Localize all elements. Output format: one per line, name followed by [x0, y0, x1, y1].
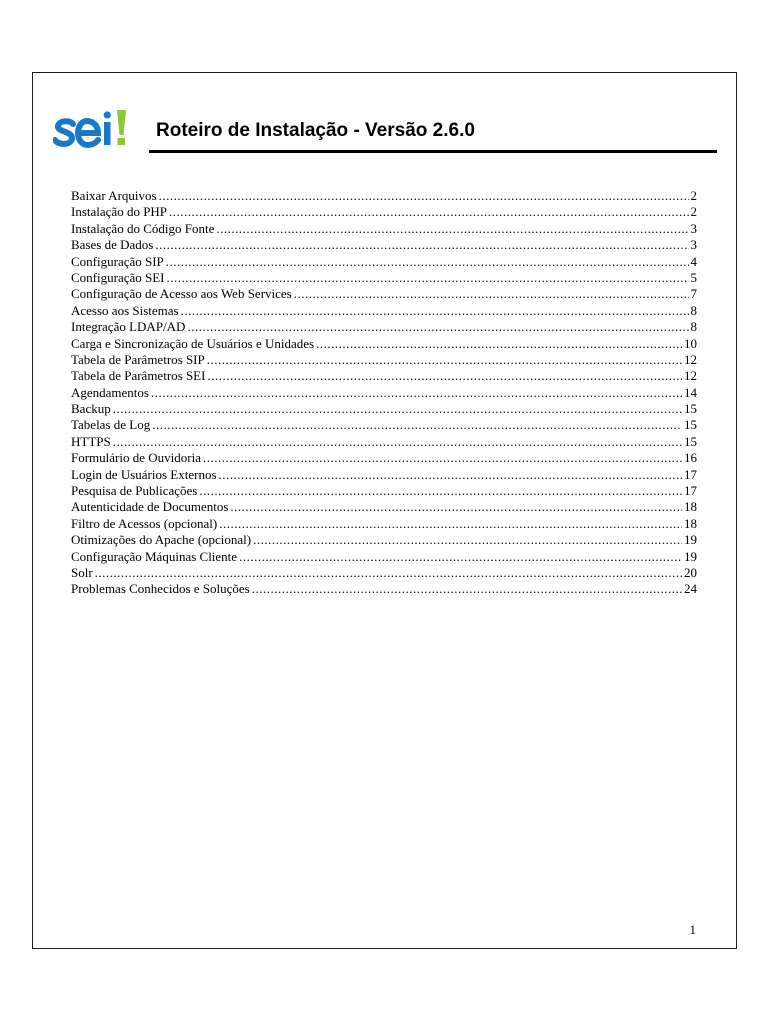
toc-entry[interactable] — [71, 286, 697, 302]
toc-entry-label: Tabela de Parâmetros SEI — [71, 368, 206, 384]
toc-entry[interactable] — [71, 401, 697, 417]
toc-entry-label: Problemas Conhecidos e Soluções — [71, 581, 250, 597]
toc-entry-label: Formulário de Ouvidoria — [71, 450, 201, 466]
toc-entry-label: Instalação do PHP — [71, 204, 168, 220]
toc-entry-page: 19 — [684, 548, 697, 564]
toc-entry[interactable] — [71, 319, 697, 335]
toc-leader-dots — [151, 385, 682, 401]
toc-entry-page: 18 — [684, 499, 697, 515]
toc-entry-page: 3 — [690, 220, 697, 236]
toc-entry[interactable] — [71, 434, 697, 450]
toc-entry-label: Configuração de Acesso aos Web Services — [71, 286, 292, 302]
toc-leader-dots — [187, 319, 688, 335]
toc-entry-page: 20 — [684, 564, 697, 580]
toc-leader-dots — [152, 417, 682, 433]
toc-entry-page: 18 — [684, 515, 697, 531]
toc-leader-dots — [316, 336, 682, 352]
toc-leader-dots — [199, 483, 682, 499]
toc-entry-page: 8 — [690, 319, 697, 335]
toc-entry[interactable] — [71, 581, 697, 597]
toc-entry-page: 17 — [684, 466, 697, 482]
toc-entry-label: Pesquisa de Publicações — [71, 483, 198, 499]
toc-entry-page: 16 — [684, 450, 697, 466]
toc-entry[interactable] — [71, 270, 697, 286]
toc-entry-label: Baixar Arquivos — [71, 188, 157, 203]
toc-leader-dots — [166, 254, 689, 270]
page-number: 1 — [689, 922, 696, 937]
toc-entry-page: 8 — [690, 302, 697, 318]
toc-entry-label: Instalação do Código Fonte — [71, 220, 215, 236]
toc-entry-label: Configuração SIP — [71, 253, 164, 269]
toc-entry-page: 2 — [690, 188, 697, 203]
toc-entry[interactable] — [71, 532, 697, 548]
toc-entry-label: Login de Usuários Externos — [71, 466, 217, 482]
toc-leader-dots — [155, 237, 688, 253]
toc-entry-label: Bases de Dados — [71, 237, 154, 253]
toc-entry-label: Tabelas de Log — [71, 417, 151, 433]
document-page — [32, 72, 737, 949]
toc-leader-dots — [95, 565, 682, 581]
toc-entry[interactable] — [71, 336, 697, 352]
toc-entry-label: Agendamentos — [71, 384, 149, 400]
toc-entry[interactable] — [71, 385, 697, 401]
document-title: Roteiro de Instalação - Versão 2.6.0 — [156, 120, 475, 141]
toc-entry-label: Otimizações do Apache (opcional) — [71, 532, 252, 548]
toc-entry-label: Configuração SEI — [71, 269, 165, 285]
toc-leader-dots — [207, 368, 682, 384]
toc-entry-page: 7 — [690, 286, 697, 302]
toc-entry[interactable] — [71, 417, 697, 433]
title-underline — [149, 150, 717, 153]
toc-entry[interactable] — [71, 237, 697, 253]
toc-entry[interactable] — [71, 467, 697, 483]
toc-entry-label: Filtro de Acessos (opcional) — [71, 515, 218, 531]
toc-leader-dots — [219, 516, 682, 532]
toc-leader-dots — [113, 434, 682, 450]
toc-entry-page: 15 — [684, 401, 697, 417]
logo-letter-i — [104, 122, 111, 145]
toc-entry[interactable] — [71, 368, 697, 384]
toc-entry-label: Configuração Máquinas Cliente — [71, 548, 238, 564]
table-of-contents — [71, 188, 697, 598]
toc-leader-dots — [294, 286, 689, 302]
logo-i-dot — [104, 111, 111, 118]
toc-leader-dots — [203, 450, 682, 466]
logo-exclamation-dot — [118, 138, 126, 145]
toc-leader-dots — [252, 581, 682, 597]
logo-letter-e — [78, 121, 98, 145]
toc-leader-dots — [253, 532, 682, 548]
toc-entry-page: 24 — [684, 581, 697, 597]
toc-entry[interactable] — [71, 254, 697, 270]
toc-entry[interactable] — [71, 188, 697, 204]
toc-entry[interactable] — [71, 516, 697, 532]
toc-entry-page: 19 — [684, 532, 697, 548]
toc-entry[interactable] — [71, 352, 697, 368]
toc-entry-label: Solr — [71, 564, 93, 580]
toc-entry-label: Acesso aos Sistemas — [71, 302, 179, 318]
toc-entry-page: 3 — [690, 237, 697, 253]
toc-entry-page: 5 — [690, 269, 697, 285]
logo-exclamation — [117, 110, 126, 135]
toc-leader-dots — [169, 204, 688, 220]
toc-entry-label: Autenticidade de Documentos — [71, 499, 229, 515]
toc-leader-dots — [207, 352, 682, 368]
toc-entry-page: 12 — [684, 368, 697, 384]
toc-entry-page: 12 — [684, 351, 697, 367]
toc-entry-page: 10 — [684, 335, 697, 351]
toc-leader-dots — [159, 188, 689, 204]
toc-leader-dots — [216, 221, 688, 237]
toc-entry-page: 2 — [690, 204, 697, 220]
toc-leader-dots — [219, 467, 682, 483]
toc-leader-dots — [181, 303, 689, 319]
toc-entry[interactable] — [71, 303, 697, 319]
toc-entry[interactable] — [71, 549, 697, 565]
toc-entry-label: Tabela de Parâmetros SIP — [71, 351, 205, 367]
toc-entry-label: HTTPS — [71, 433, 111, 449]
toc-entry[interactable] — [71, 221, 697, 237]
toc-entry-page: 14 — [684, 384, 697, 400]
toc-entry[interactable] — [71, 450, 697, 466]
toc-leader-dots — [239, 549, 682, 565]
logo-letter-s — [55, 121, 73, 144]
toc-entry-page: 17 — [684, 483, 697, 499]
toc-entry-label: Carga e Sincronização de Usuários e Unidades — [71, 335, 315, 351]
toc-leader-dots — [167, 270, 689, 286]
toc-entry-page: 15 — [684, 417, 697, 433]
toc-leader-dots — [230, 499, 682, 515]
toc-entry[interactable] — [71, 204, 697, 220]
toc-entry[interactable] — [71, 499, 697, 515]
toc-leader-dots — [113, 401, 682, 417]
toc-entry-label: Backup — [71, 401, 111, 417]
toc-entry[interactable] — [71, 483, 697, 499]
toc-entry[interactable] — [71, 565, 697, 581]
toc-entry-page: 4 — [690, 253, 697, 269]
sei-logo — [53, 109, 131, 155]
toc-entry-label: Integração LDAP/AD — [71, 319, 186, 335]
toc-entry-page: 15 — [684, 433, 697, 449]
